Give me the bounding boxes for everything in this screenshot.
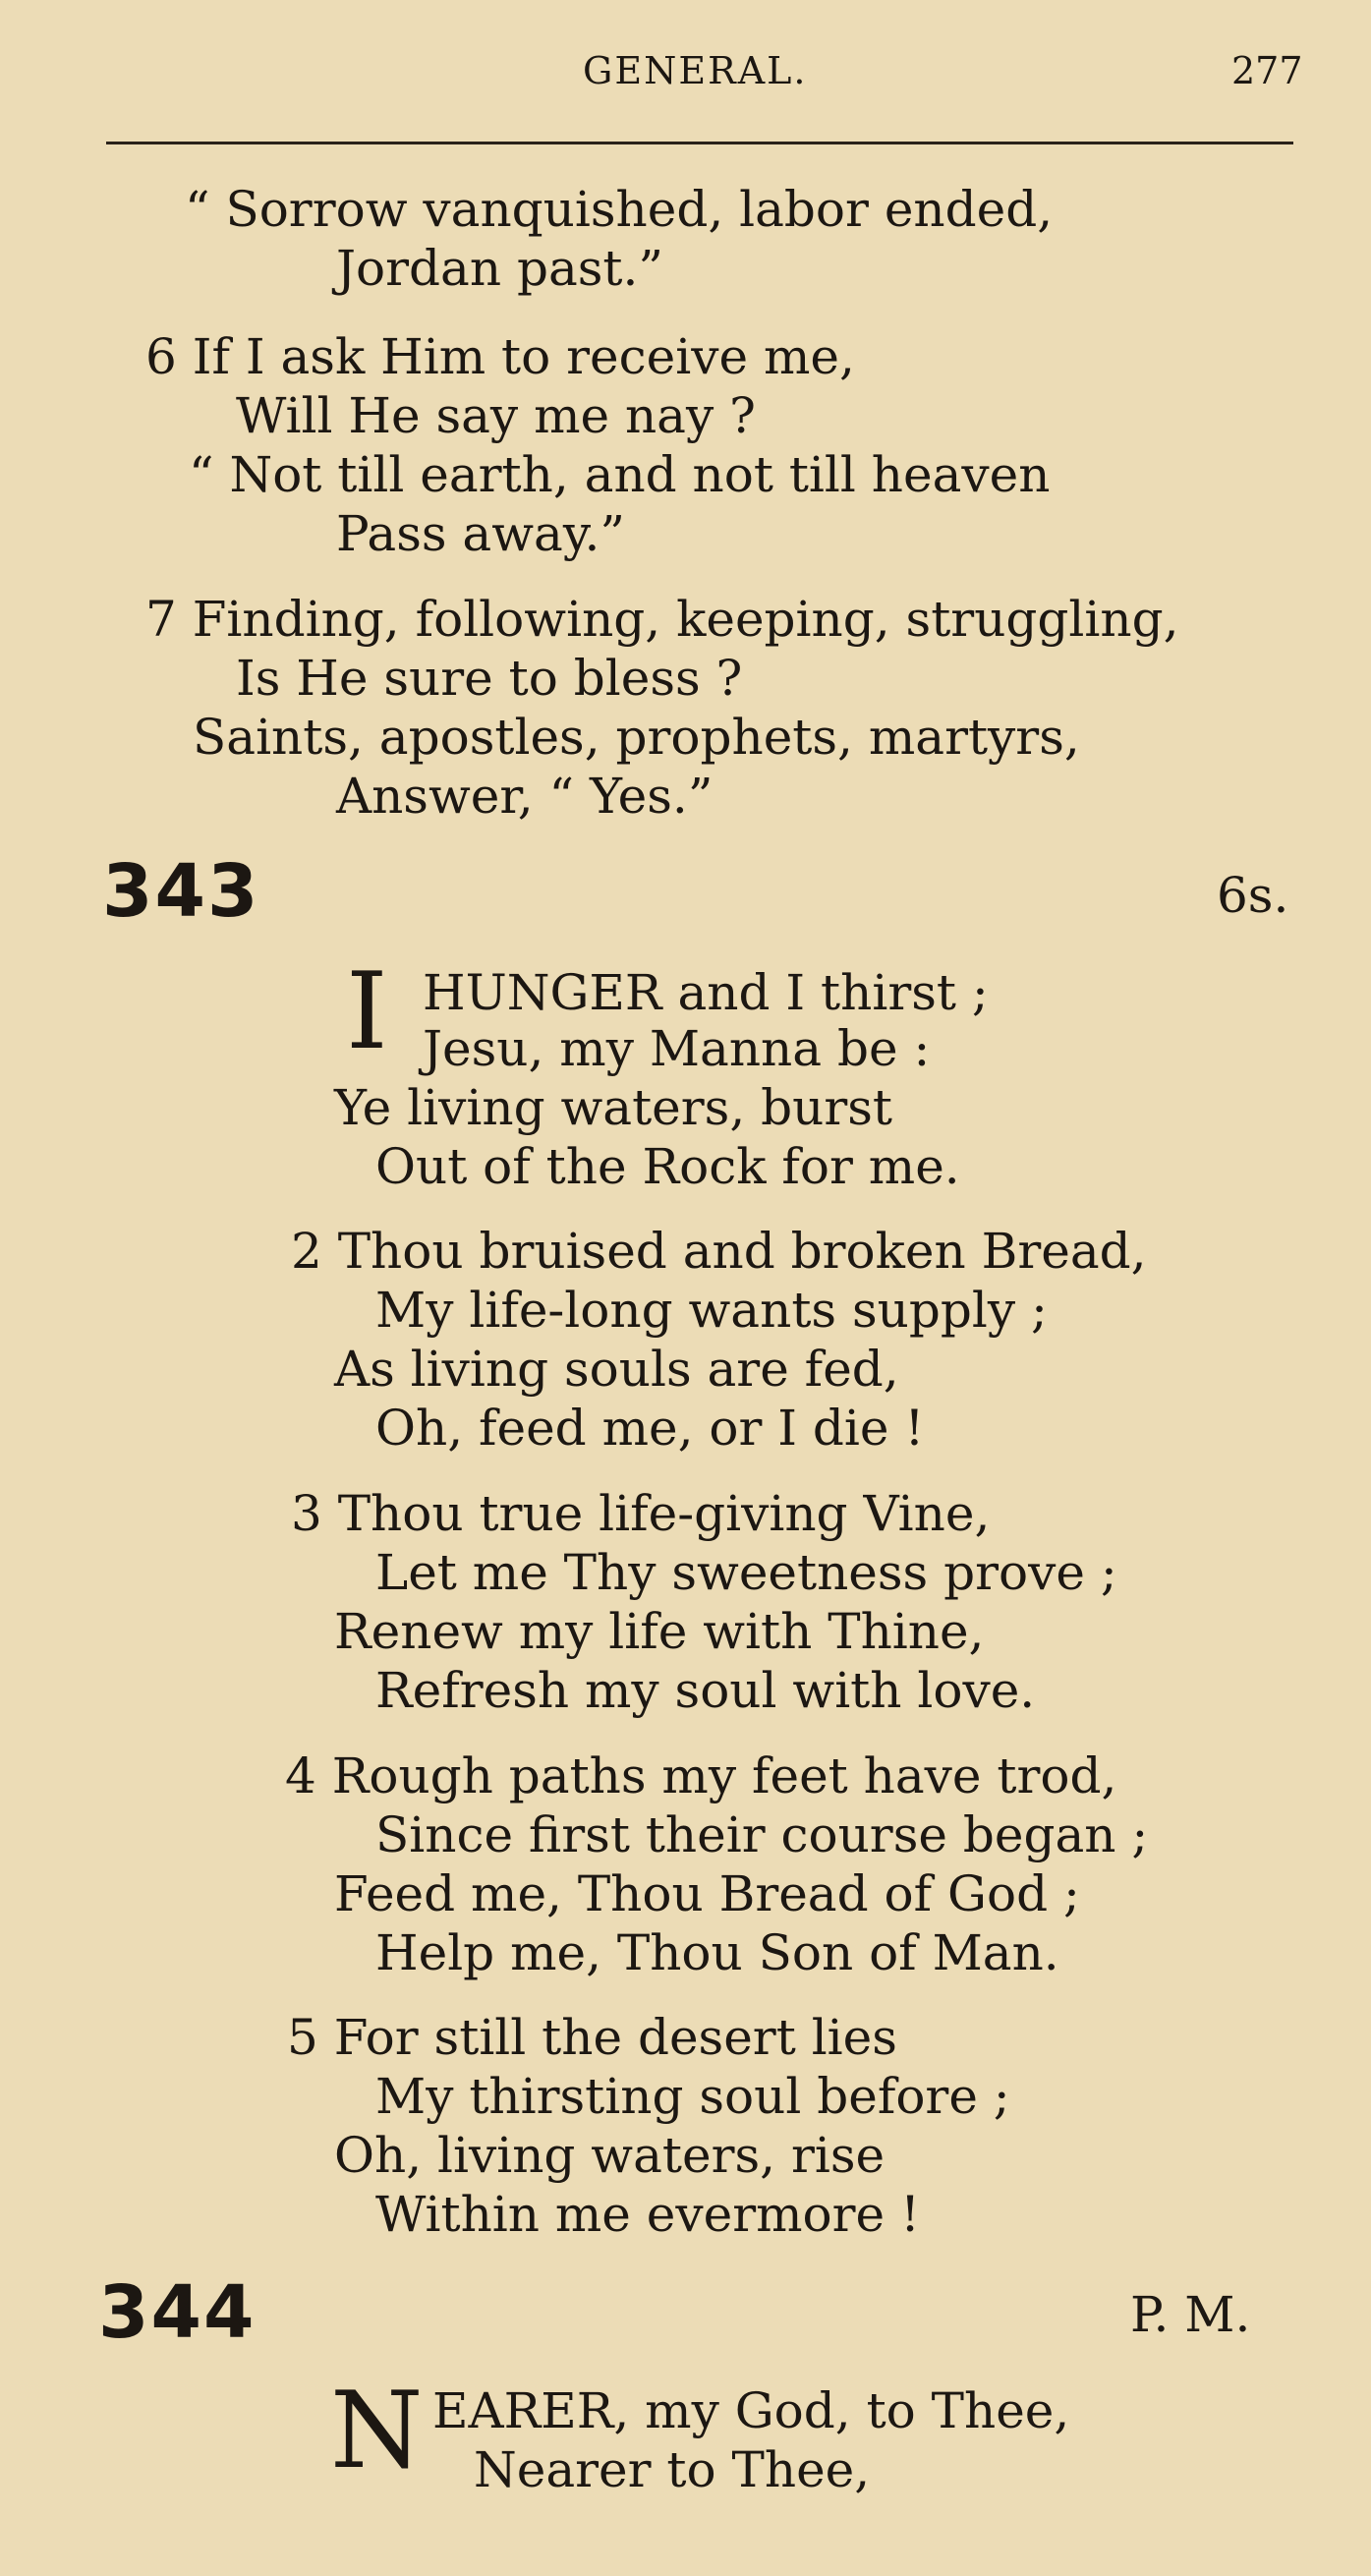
hymn-number: 344 xyxy=(98,2270,257,2355)
running-head: GENERAL. xyxy=(583,49,808,92)
verse-line: “ Not till earth, and not till heaven xyxy=(189,446,1051,503)
verse-line: 4 Rough paths my feet have trod, xyxy=(285,1747,1117,1804)
verse-line: Help me, Thou Son of Man. xyxy=(375,1924,1059,1981)
verse-line: Within me evermore ! xyxy=(375,2186,921,2243)
verse-line: “ Sorrow vanquished, labor ended, xyxy=(185,181,1054,238)
drop-cap: N xyxy=(330,2370,424,2492)
verse-line: 6 If I ask Him to receive me, xyxy=(145,328,855,385)
verse-line: Pass away.” xyxy=(336,505,625,562)
verse-line: Is He sure to bless ? xyxy=(236,650,743,707)
verse-line: Saints, apostles, prophets, martyrs, xyxy=(193,709,1080,766)
hymn-number: 343 xyxy=(102,849,260,934)
verse-line: Oh, living waters, rise xyxy=(334,2127,885,2184)
verse-line: Renew my life with Thine, xyxy=(334,1603,985,1660)
verse-line: Answer, “ Yes.” xyxy=(336,768,714,825)
verse-line: 5 For still the desert lies xyxy=(287,2009,897,2066)
drop-cap: I xyxy=(346,950,388,1073)
verse-line: 2 Thou bruised and broken Bread, xyxy=(291,1223,1147,1280)
verse-line: 7 Finding, following, keeping, struggling, xyxy=(145,591,1179,648)
verse-line: Let me Thy sweetness prove ; xyxy=(375,1544,1117,1601)
hymn-meter: P. M. xyxy=(1130,2286,1251,2343)
verse-line: Out of the Rock for me. xyxy=(375,1138,960,1195)
page-number: 277 xyxy=(1231,49,1303,92)
verse-line: My thirsting soul before ; xyxy=(375,2068,1010,2125)
verse-line: Will He say me nay ? xyxy=(236,387,756,444)
verse-line: HUNGER and I thirst ; xyxy=(423,964,989,1021)
header-rule xyxy=(106,142,1293,144)
verse-line: Feed me, Thou Bread of God ; xyxy=(334,1865,1080,1922)
verse-line: Oh, feed me, or I die ! xyxy=(375,1400,925,1457)
verse-line: 3 Thou true life-giving Vine, xyxy=(291,1485,991,1542)
verse-line: Jordan past.” xyxy=(336,240,663,297)
verse-line: Nearer to Thee, xyxy=(474,2441,871,2498)
verse-line: My life-long wants supply ; xyxy=(375,1282,1048,1339)
verse-line: Refresh my soul with love. xyxy=(375,1662,1036,1719)
verse-line: Since first their course began ; xyxy=(375,1806,1149,1863)
verse-line: As living souls are fed, xyxy=(334,1341,899,1398)
verse-line: Ye living waters, burst xyxy=(334,1079,892,1136)
verse-line: EARER, my God, to Thee, xyxy=(432,2382,1070,2439)
hymn-meter: 6s. xyxy=(1217,867,1289,924)
verse-line: Jesu, my Manna be : xyxy=(423,1020,931,1077)
